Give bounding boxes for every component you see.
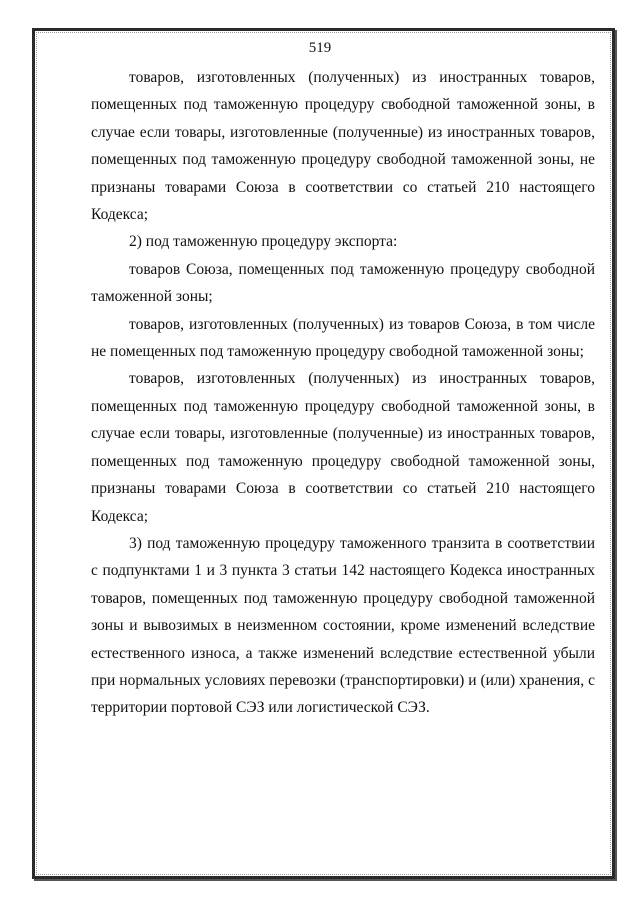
paragraph: товаров, изготовленных (полученных) из иностранных товаров, помещенных под таможенную процедуру свободной таможенной зоны, в случае если товары, изготовленные (полученные) из иностранных товаров, помещенных под таможенную процедуру свободной таможенной зоны, признаны товарами Союза в соответствии со статьей 210 настоящего Кодекса; xyxy=(91,370,595,525)
paragraph: 2) под таможенную процедуру экспорта: xyxy=(129,233,398,251)
paragraph: 3) под таможенную процедуру таможенного транзита в соответствии с подпунктами 1 и 3 пункта 3 статьи 142 настоящего Кодекса иностранных товаров, помещенных под таможенную процедуру свободной таможенной зоны и вывозимых в неизменном состоянии, кроме изменений вследствие естественного износа, а также изменений вследствие естественной убыли при нормальных условиях перевозки (транспортировки) и (или) хранения, с территории портовой СЭЗ или логистической СЭЗ. xyxy=(91,534,595,717)
document-body xyxy=(91,64,595,722)
paragraph: товаров, изготовленных (полученных) из товаров Союза, в том числе не помещенных под таможенную процедуру свободной таможенной зоны; xyxy=(91,315,595,361)
paragraph: товаров, изготовленных (полученных) из иностранных товаров, помещенных под таможенную процедуру свободной таможенной зоны, в случае если товары, изготовленные (полученные) из иностранных товаров, помещенных под таможенную процедуру свободной таможенной зоны, не признаны товарами Союза в соответствии со статьей 210 настоящего Кодекса; xyxy=(91,69,595,224)
paragraph: товаров Союза, помещенных под таможенную процедуру свободной таможенной зоны; xyxy=(91,260,595,306)
page-number: 519 xyxy=(308,40,332,56)
